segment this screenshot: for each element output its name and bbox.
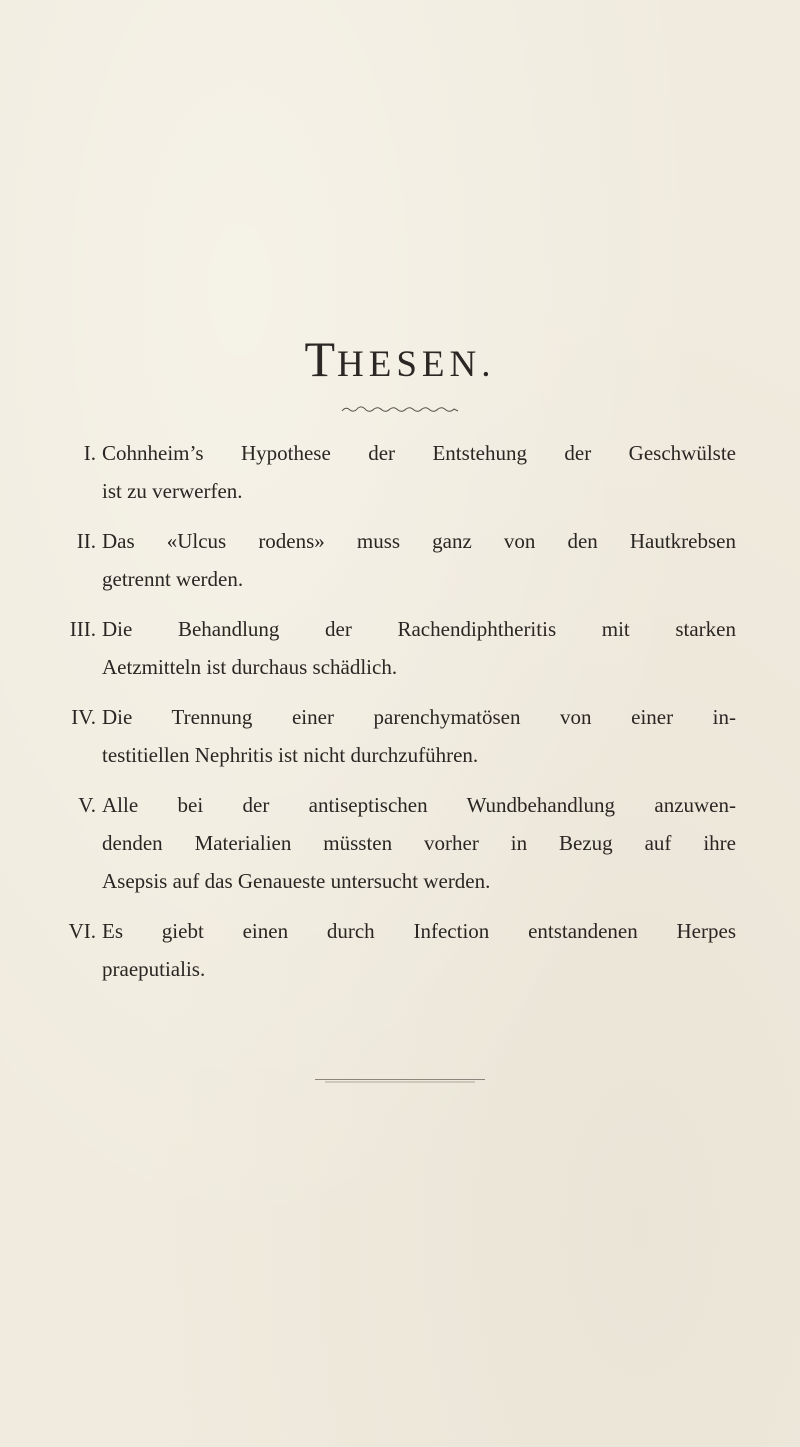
thesis-line: getrennt werden. bbox=[102, 567, 244, 591]
thesis-line: testitiellen Nephritis ist nicht durchzuführen. bbox=[102, 743, 479, 767]
thesis-line: Es giebt einen durch Infection entstandenen Herpes bbox=[102, 919, 736, 943]
thesis-text bbox=[102, 610, 736, 686]
thesis-numeral: II. bbox=[76, 529, 96, 553]
thesis-item bbox=[0, 522, 800, 598]
thesis-text bbox=[102, 912, 736, 988]
thesis-item bbox=[0, 610, 800, 686]
thesis-line: praeputialis. bbox=[102, 957, 206, 981]
thesis-line: Das «Ulcus rodens» muss ganz von den Hautkrebsen bbox=[102, 529, 736, 553]
thesis-numeral: VI. bbox=[68, 919, 96, 943]
thesis-item bbox=[0, 912, 800, 988]
thesis-text bbox=[102, 522, 736, 598]
thesis-text bbox=[102, 698, 736, 774]
thesis-line: Aetzmitteln ist durchaus schädlich. bbox=[102, 655, 398, 679]
title-rest: HESEN. bbox=[337, 344, 496, 385]
thesis-numeral: I. bbox=[83, 441, 96, 465]
thesis-item bbox=[0, 786, 800, 900]
thesis-line: Alle bei der antiseptischen Wundbehandlung anzuwen- bbox=[102, 793, 736, 817]
thesis-numeral: III. bbox=[69, 617, 96, 641]
thesis-text bbox=[102, 786, 736, 900]
thesis-numeral: V. bbox=[78, 793, 96, 817]
theses-list bbox=[0, 434, 800, 1000]
thesis-line: denden Materialien müssten vorher in Bezug auf ihre bbox=[102, 831, 736, 855]
title-initial: T bbox=[304, 331, 338, 387]
thesis-line: Cohnheim’s Hypothese der Entstehung der Geschwülste bbox=[102, 441, 736, 465]
thesis-item bbox=[0, 698, 800, 774]
thesis-line: Die Behandlung der Rachendiphtheritis mit starken bbox=[102, 617, 736, 641]
thesis-line: ist zu verwerfen. bbox=[102, 479, 243, 503]
wavy-ornament-divider bbox=[340, 404, 460, 414]
thesis-text bbox=[102, 434, 736, 510]
page-title bbox=[0, 330, 800, 388]
closing-rule-divider bbox=[315, 1078, 485, 1084]
thesis-numeral: IV. bbox=[71, 705, 96, 729]
thesis-line: Die Trennung einer parenchymatösen von einer in- bbox=[102, 705, 736, 729]
thesis-item bbox=[0, 434, 800, 510]
thesis-line: Asepsis auf das Genaueste untersucht werden. bbox=[102, 869, 491, 893]
